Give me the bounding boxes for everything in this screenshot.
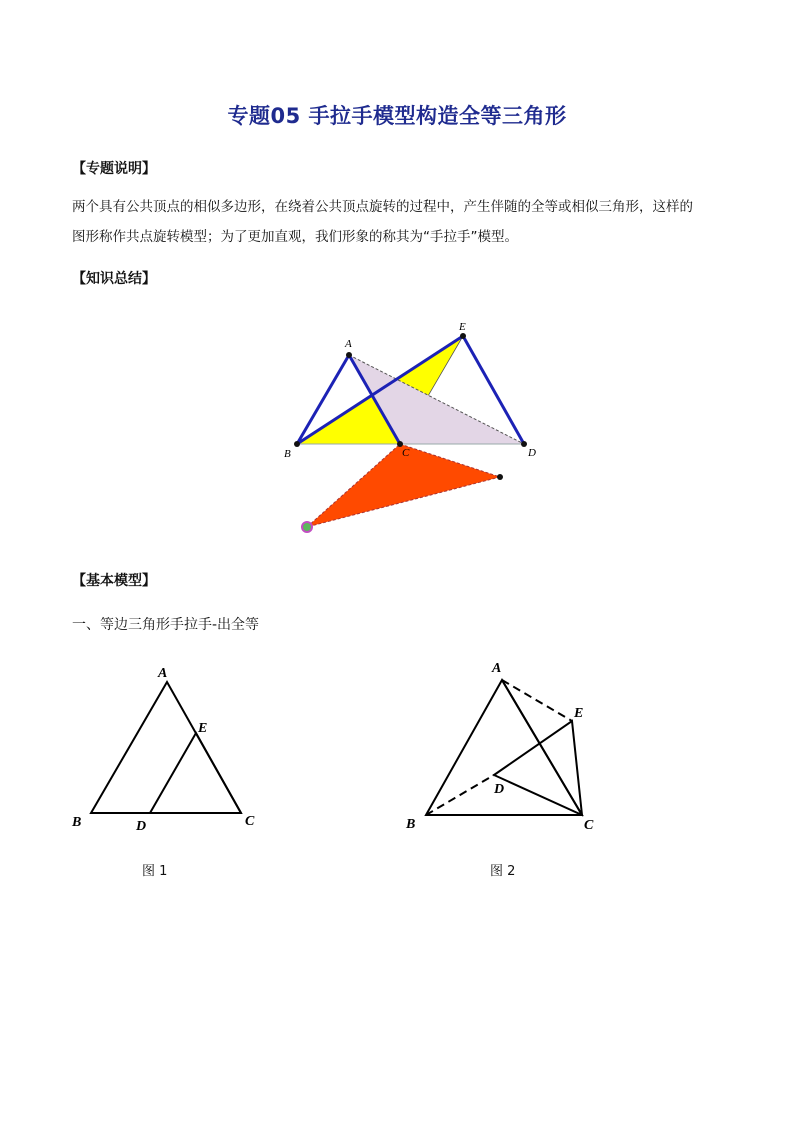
fig2-label-d: D xyxy=(494,782,505,797)
subheading-equilateral: 一、等边三角形手拉手-出全等 xyxy=(72,617,260,633)
label-e: E xyxy=(459,321,466,333)
fig1-label-a: A xyxy=(158,666,168,681)
label-b: B xyxy=(284,448,291,460)
intro-paragraph-line2: 图形称作共点旋转模型；为了更加直观，我们形象的称其为“手拉手”模型。 xyxy=(72,229,518,245)
label-a: A xyxy=(345,338,352,350)
fig2-dashed-ae xyxy=(502,680,572,721)
fig1-label-b: B xyxy=(72,815,82,830)
fig2-label-c: C xyxy=(584,818,594,833)
fig2-label-a: A xyxy=(492,661,502,676)
label-c: C xyxy=(402,447,410,459)
fig2-line-ac xyxy=(502,680,582,815)
fig1-label-c: C xyxy=(245,814,255,829)
label-d: D xyxy=(528,447,536,459)
fig2-triangle-dec xyxy=(494,721,582,815)
fig2-label-b: B xyxy=(406,817,416,832)
section-heading-basic-models: 【基本模型】 xyxy=(72,573,156,589)
fig1-label-d: D xyxy=(136,819,147,834)
figure-1-caption: 图 1 xyxy=(142,864,168,879)
fig1-label-e: E xyxy=(198,721,208,736)
figure-2-caption: 图 2 xyxy=(490,864,516,879)
intro-paragraph-line1: 两个具有公共顶点的相似多边形，在绕着公共顶点旋转的过程中，产生伴随的全等或相似三角形，这样的 xyxy=(72,199,693,215)
document-title: 专题05 手拉手模型构造全等三角形 xyxy=(227,104,567,128)
section-heading-intro: 【专题说明】 xyxy=(72,161,156,177)
fig2-label-e: E xyxy=(574,706,584,721)
section-heading-summary: 【知识总结】 xyxy=(72,271,156,287)
